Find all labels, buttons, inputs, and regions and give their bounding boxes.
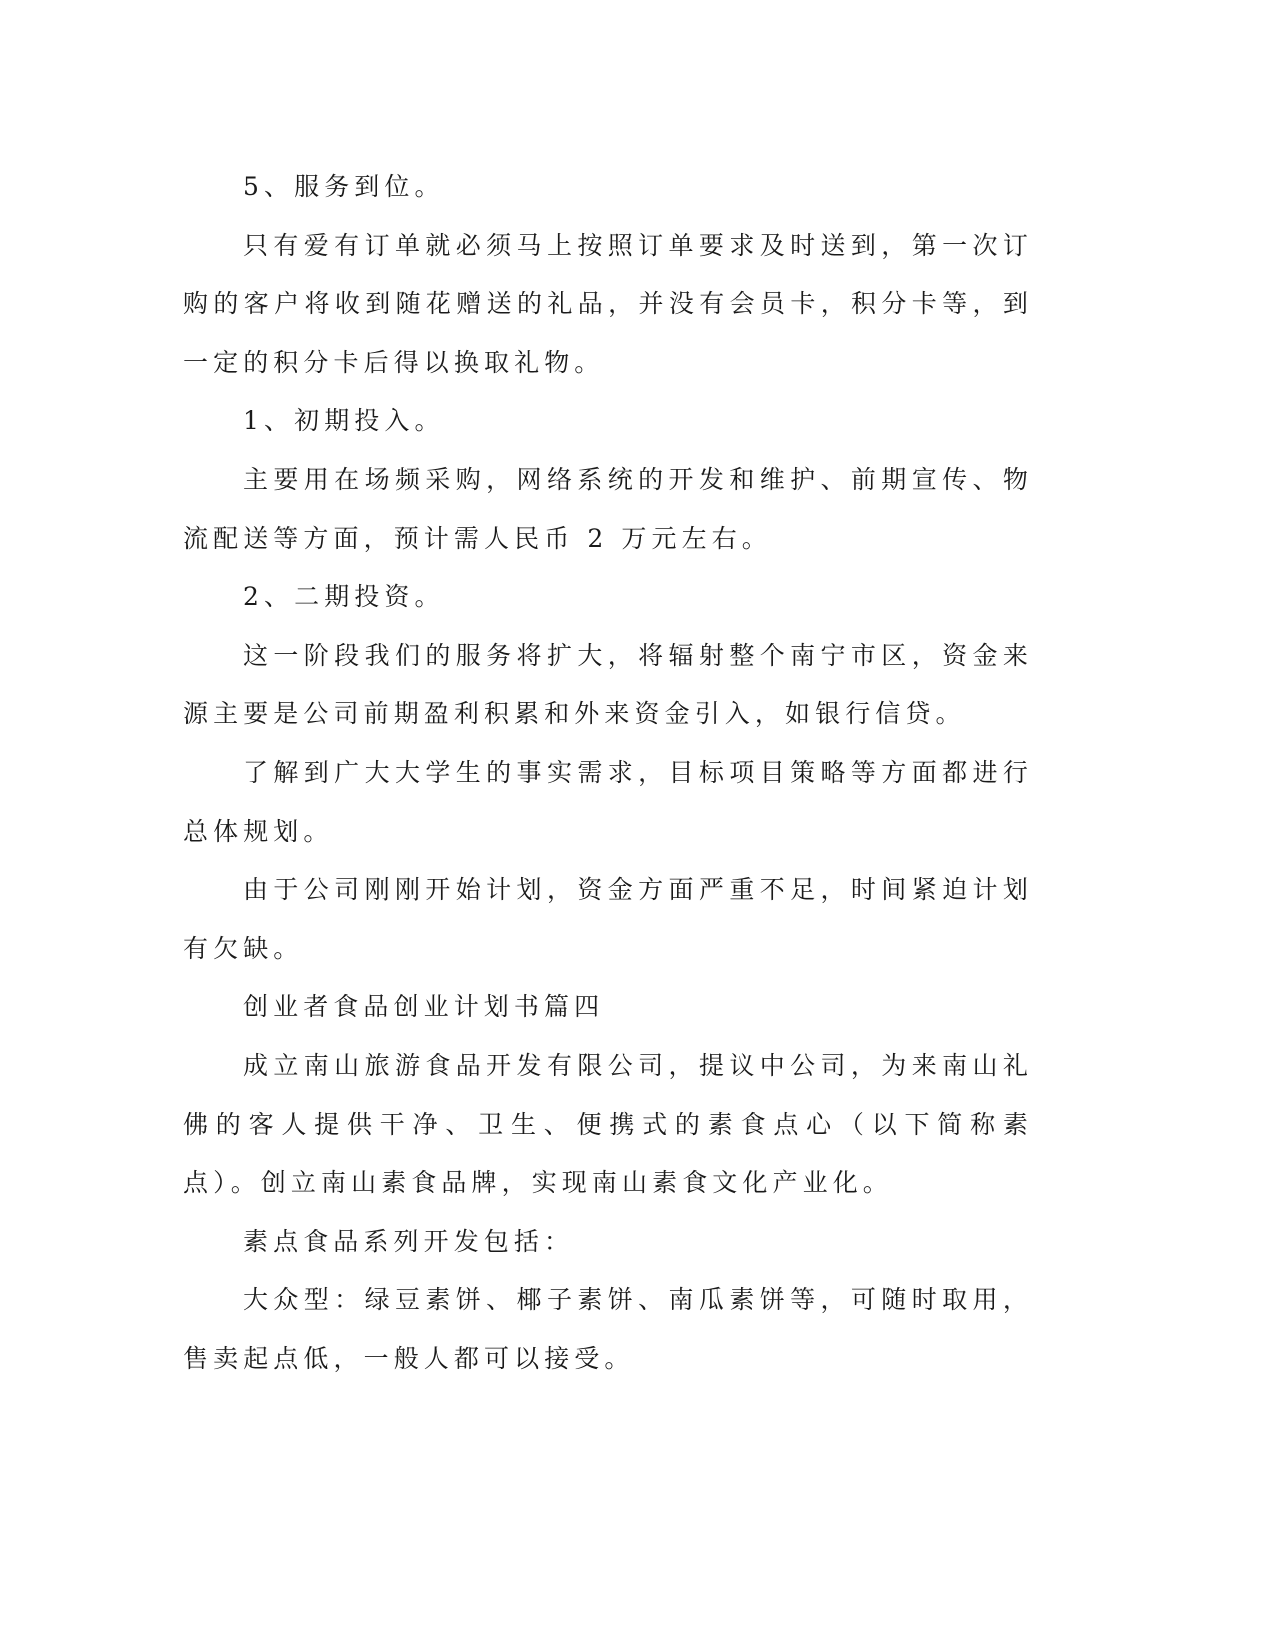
paragraph-product-series: 素点食品系列开发包括： [243, 1226, 575, 1256]
paragraph-planning: 了解到广大大学生的事实需求，目标项目策略等方面都进行总体规划。 [183, 757, 1033, 846]
paragraph-service-detail: 只有爱有订单就必须马上按照订单要求及时送到，第一次订购的客户将收到随花赠送的礼品，并没有会员卡，积分卡等，到一定的积分卡后得以换取礼物。 [183, 230, 1033, 377]
section-heading-phase-two: 2、二期投资。 [243, 582, 445, 612]
paragraph-initial-investment: 主要用在场频采购，网络系统的开发和维护、前期宣传、物流配送等方面，预计需人民币 2 万元左右。 [183, 464, 1033, 553]
paragraph-company-intro: 成立南山旅游食品开发有限公司，提议中公司，为来南山礼佛的客人提供干净、卫生、便携式的素食点心（以下简称素点）。创立南山素食品牌，实现南山素食文化产业化。 [183, 1050, 1033, 1198]
paragraph-shortcomings: 由于公司刚刚开始计划，资金方面严重不足，时间紧迫计划有欠缺。 [183, 875, 1033, 963]
paragraph-phase-two: 这一阶段我们的服务将扩大，将辐射整个南宁市区，资金来源主要是公司前期盈利积累和外来资金引入，如银行信贷。 [183, 640, 1033, 729]
section-title-part-four: 创业者食品创业计划书篇四 [243, 992, 605, 1022]
paragraph-mass-market: 大众型：绿豆素饼、椰子素饼、南瓜素饼等，可随时取用，售卖起点低，一般人都可以接受。 [183, 1285, 1033, 1373]
section-heading-service: 5、服务到位。 [243, 172, 445, 201]
section-heading-initial-investment: 1、初期投入。 [243, 406, 445, 436]
document-body [183, 158, 1033, 1388]
